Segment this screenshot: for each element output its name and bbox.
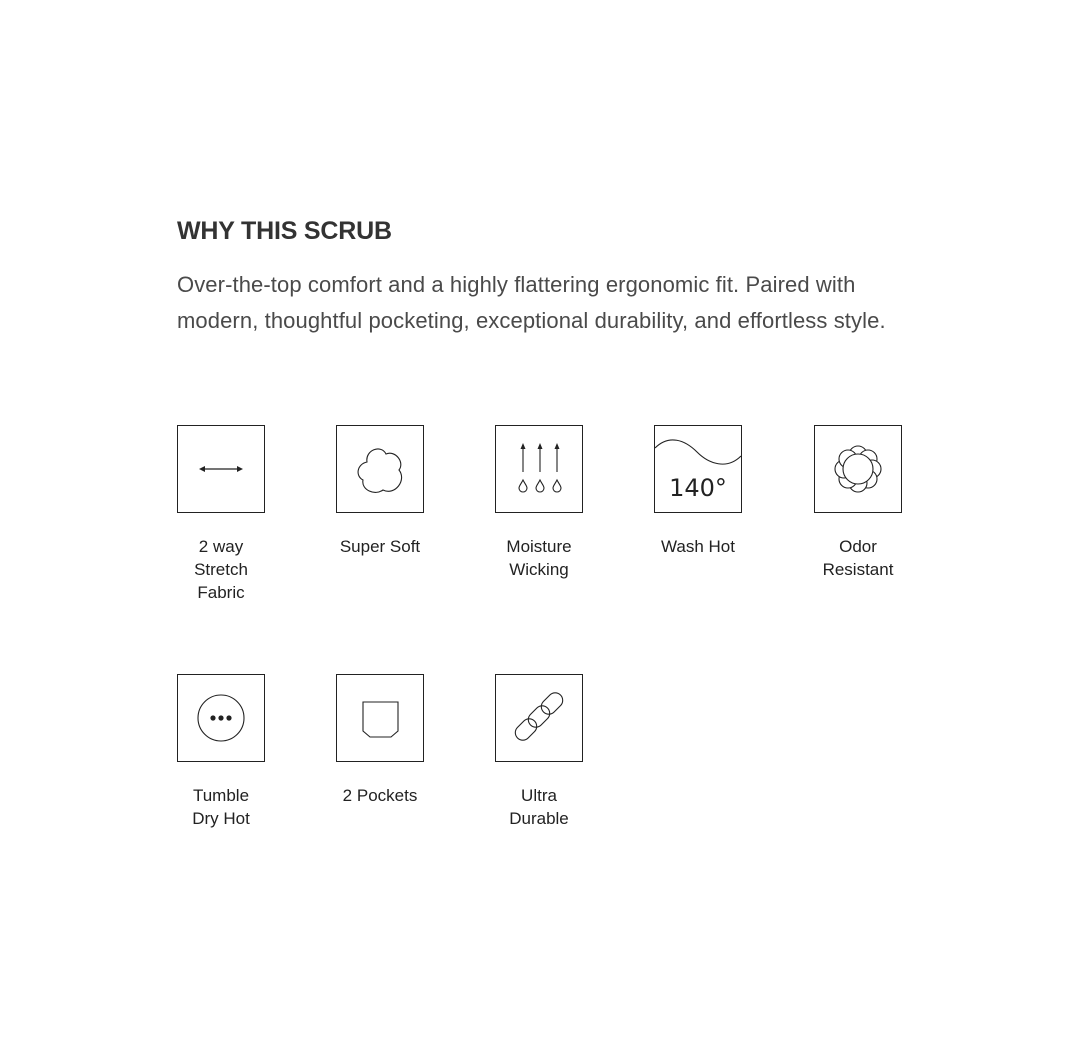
feature-icon-box bbox=[814, 425, 902, 513]
feature-label: Super Soft bbox=[339, 537, 421, 556]
feature-icon-box bbox=[336, 674, 424, 762]
feature-ultra-durable bbox=[495, 674, 583, 828]
two-way-arrow-icon bbox=[178, 426, 264, 512]
section-title: WHY THIS SCRUB bbox=[177, 217, 392, 245]
feature-label: 2 way Stretch Fabric bbox=[194, 537, 248, 602]
feature-label: Moisture Wicking bbox=[506, 537, 572, 579]
feature-label: Odor Resistant bbox=[822, 537, 894, 579]
feature-tumble-dry bbox=[177, 674, 265, 828]
feature-label: Ultra Durable bbox=[509, 786, 569, 828]
wash-temperature: 140° bbox=[669, 474, 727, 502]
chain-link-icon bbox=[496, 675, 582, 761]
feature-wash-hot bbox=[654, 425, 742, 556]
feature-super-soft bbox=[336, 425, 424, 556]
soft-cloud-icon bbox=[337, 426, 423, 512]
feature-label: Wash Hot bbox=[660, 537, 735, 556]
feature-icon-box bbox=[177, 674, 265, 762]
moisture-wicking-icon bbox=[496, 426, 582, 512]
feature-icon-box bbox=[495, 674, 583, 762]
feature-icon-box bbox=[654, 425, 742, 513]
feature-moisture-wicking bbox=[495, 425, 583, 579]
wash-hot-icon bbox=[655, 426, 741, 512]
feature-label: 2 Pockets bbox=[342, 786, 418, 805]
feature-label: Tumble Dry Hot bbox=[192, 786, 250, 828]
feature-pockets bbox=[336, 674, 424, 805]
pocket-icon bbox=[337, 675, 423, 761]
section-description: Over-the-top comfort and a highly flattering ergonomic fit. Paired with modern, thoughtful pocketing, exceptional durability, and effortless style. bbox=[177, 272, 886, 333]
flower-icon bbox=[815, 426, 901, 512]
feature-odor-resistant bbox=[814, 425, 902, 579]
why-this-scrub-section bbox=[177, 213, 917, 339]
feature-stretch bbox=[177, 425, 265, 602]
feature-icon-box bbox=[177, 425, 265, 513]
tumble-dry-icon bbox=[178, 675, 264, 761]
feature-icon-box bbox=[495, 425, 583, 513]
feature-icon-box bbox=[336, 425, 424, 513]
